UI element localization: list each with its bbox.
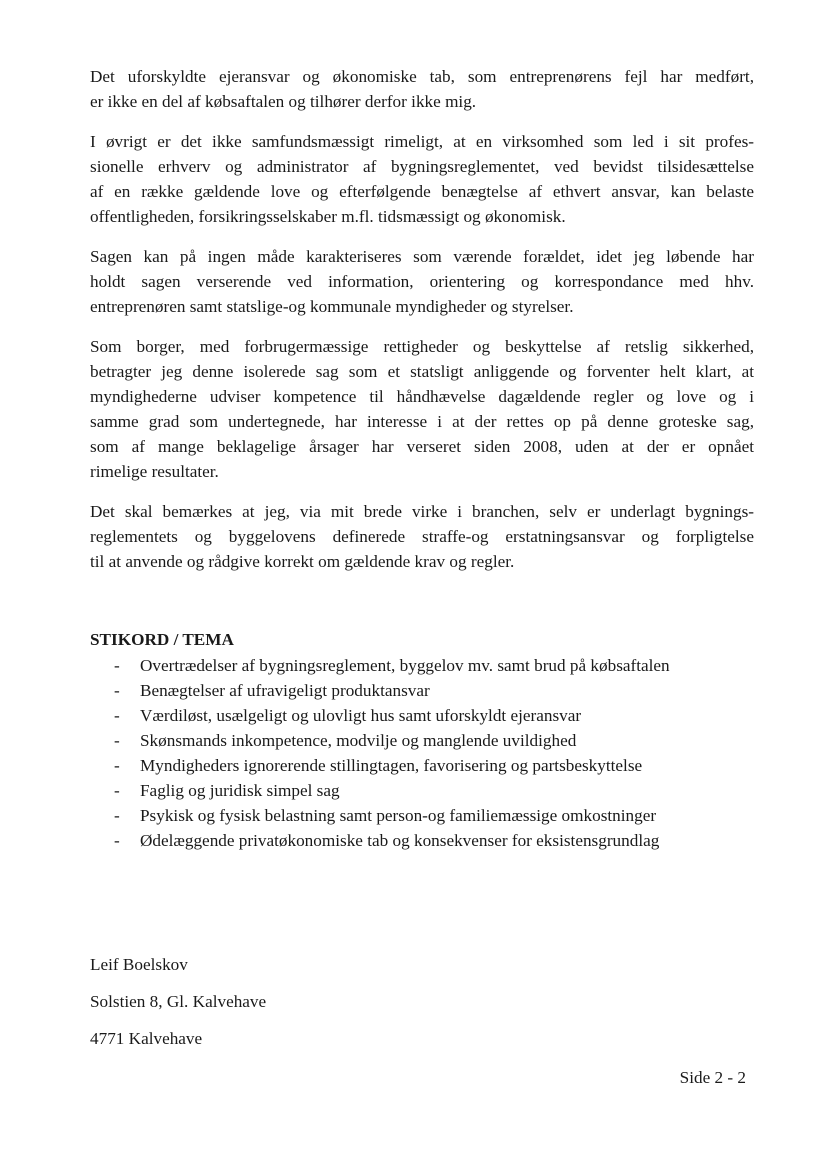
text-line: af en række gældende love og efterfølgende benægtelse af ethvert ansvar, kan belaste xyxy=(90,182,754,201)
signature-street: Solstien 8, Gl. Kalvehave xyxy=(90,992,267,1011)
list-item xyxy=(90,778,670,803)
list-item xyxy=(90,678,670,703)
section-heading: STIKORD / TEMA xyxy=(90,630,234,649)
paragraph xyxy=(90,129,754,229)
bullet-dash: - xyxy=(114,656,120,675)
bullet-dash: - xyxy=(114,781,120,800)
page-number: Side 2 - 2 xyxy=(679,1068,746,1087)
list-item xyxy=(90,728,670,753)
list-item xyxy=(90,828,670,853)
bullet-dash: - xyxy=(114,681,120,700)
list-item xyxy=(90,753,670,778)
paragraph xyxy=(90,244,754,319)
text-line: Som borger, med forbrugermæssige rettigheder og beskyttelse af retslig sikkerhed, xyxy=(90,337,754,356)
paragraph xyxy=(90,334,754,484)
list-item-text: Benægtelser af ufravigeligt produktansvar xyxy=(140,681,430,700)
bullet-dash: - xyxy=(114,831,120,850)
signature-name: Leif Boelskov xyxy=(90,955,188,974)
list-item-text: Myndigheders ignorerende stillingtagen, favorisering og partsbeskyttelse xyxy=(140,756,643,775)
text-line: offentligheden, forsikringsselskaber m.fl. tidsmæssigt og økonomisk. xyxy=(90,207,566,226)
text-line: er ikke en del af købsaftalen og tilhører derfor ikke mig. xyxy=(90,92,477,111)
keyword-list xyxy=(90,653,670,853)
list-item xyxy=(90,803,670,828)
text-line: som af mange beklagelige årsager har verseret siden 2008, uden at der er opnået xyxy=(90,437,754,456)
list-item xyxy=(90,703,670,728)
list-item xyxy=(90,653,670,678)
text-line: reglementets og byggelovens definerede straffe-og erstatningsansvar og forpligtelse xyxy=(90,527,754,546)
bullet-dash: - xyxy=(114,806,120,825)
text-line: entreprenøren samt statslige-og kommunale myndigheder og styrelser. xyxy=(90,297,574,316)
text-line: I øvrigt er det ikke samfundsmæssigt rimeligt, at en virksomhed som led i sit profes- xyxy=(90,132,754,151)
paragraph xyxy=(90,499,754,574)
list-item-text: Ødelæggende privatøkonomiske tab og konsekvenser for eksistensgrundlag xyxy=(140,831,660,850)
list-item-text: Psykisk og fysisk belastning samt person-og familiemæssige omkostninger xyxy=(140,806,657,825)
text-line: holdt sagen verserende ved information, orientering og korrespondance med hhv. xyxy=(90,272,754,291)
text-line: Det skal bemærkes at jeg, via mit brede virke i branchen, selv er underlagt bygnings- xyxy=(90,502,754,521)
text-line: til at anvende og rådgive korrekt om gældende krav og regler. xyxy=(90,552,515,571)
bullet-dash: - xyxy=(114,706,120,725)
document-body xyxy=(90,64,754,589)
text-line: samme grad som undertegnede, har interesse i at der rettes op på denne groteske sag, xyxy=(90,412,754,431)
list-item-text: Skønsmands inkompetence, modvilje og manglende uvildighed xyxy=(140,731,577,750)
list-item-text: Overtrædelser af bygningsreglement, byggelov mv. samt brud på købsaftalen xyxy=(140,656,670,675)
bullet-dash: - xyxy=(114,731,120,750)
text-line: rimelige resultater. xyxy=(90,462,219,481)
list-item-text: Værdiløst, usælgeligt og ulovligt hus samt uforskyldt ejeransvar xyxy=(140,706,582,725)
text-line: betragter jeg denne isolerede sag som et statsligt anliggende og forventer helt klart, at xyxy=(90,362,754,381)
text-line: sionelle erhverv og administrator af bygningsreglementet, ved bevidst tilsidesættelse xyxy=(90,157,754,176)
text-line: Sagen kan på ingen måde karakteriseres som værende forældet, idet jeg løbende har xyxy=(90,247,754,266)
signature-city: 4771 Kalvehave xyxy=(90,1029,203,1048)
text-line: Det uforskyldte ejeransvar og økonomiske tab, som entreprenørens fejl har medført, xyxy=(90,67,754,86)
list-item-text: Faglig og juridisk simpel sag xyxy=(140,781,340,800)
text-line: myndighederne udviser kompetence til håndhævelse dagældende regler og love og i xyxy=(90,387,754,406)
paragraph xyxy=(90,64,754,114)
bullet-dash: - xyxy=(114,756,120,775)
